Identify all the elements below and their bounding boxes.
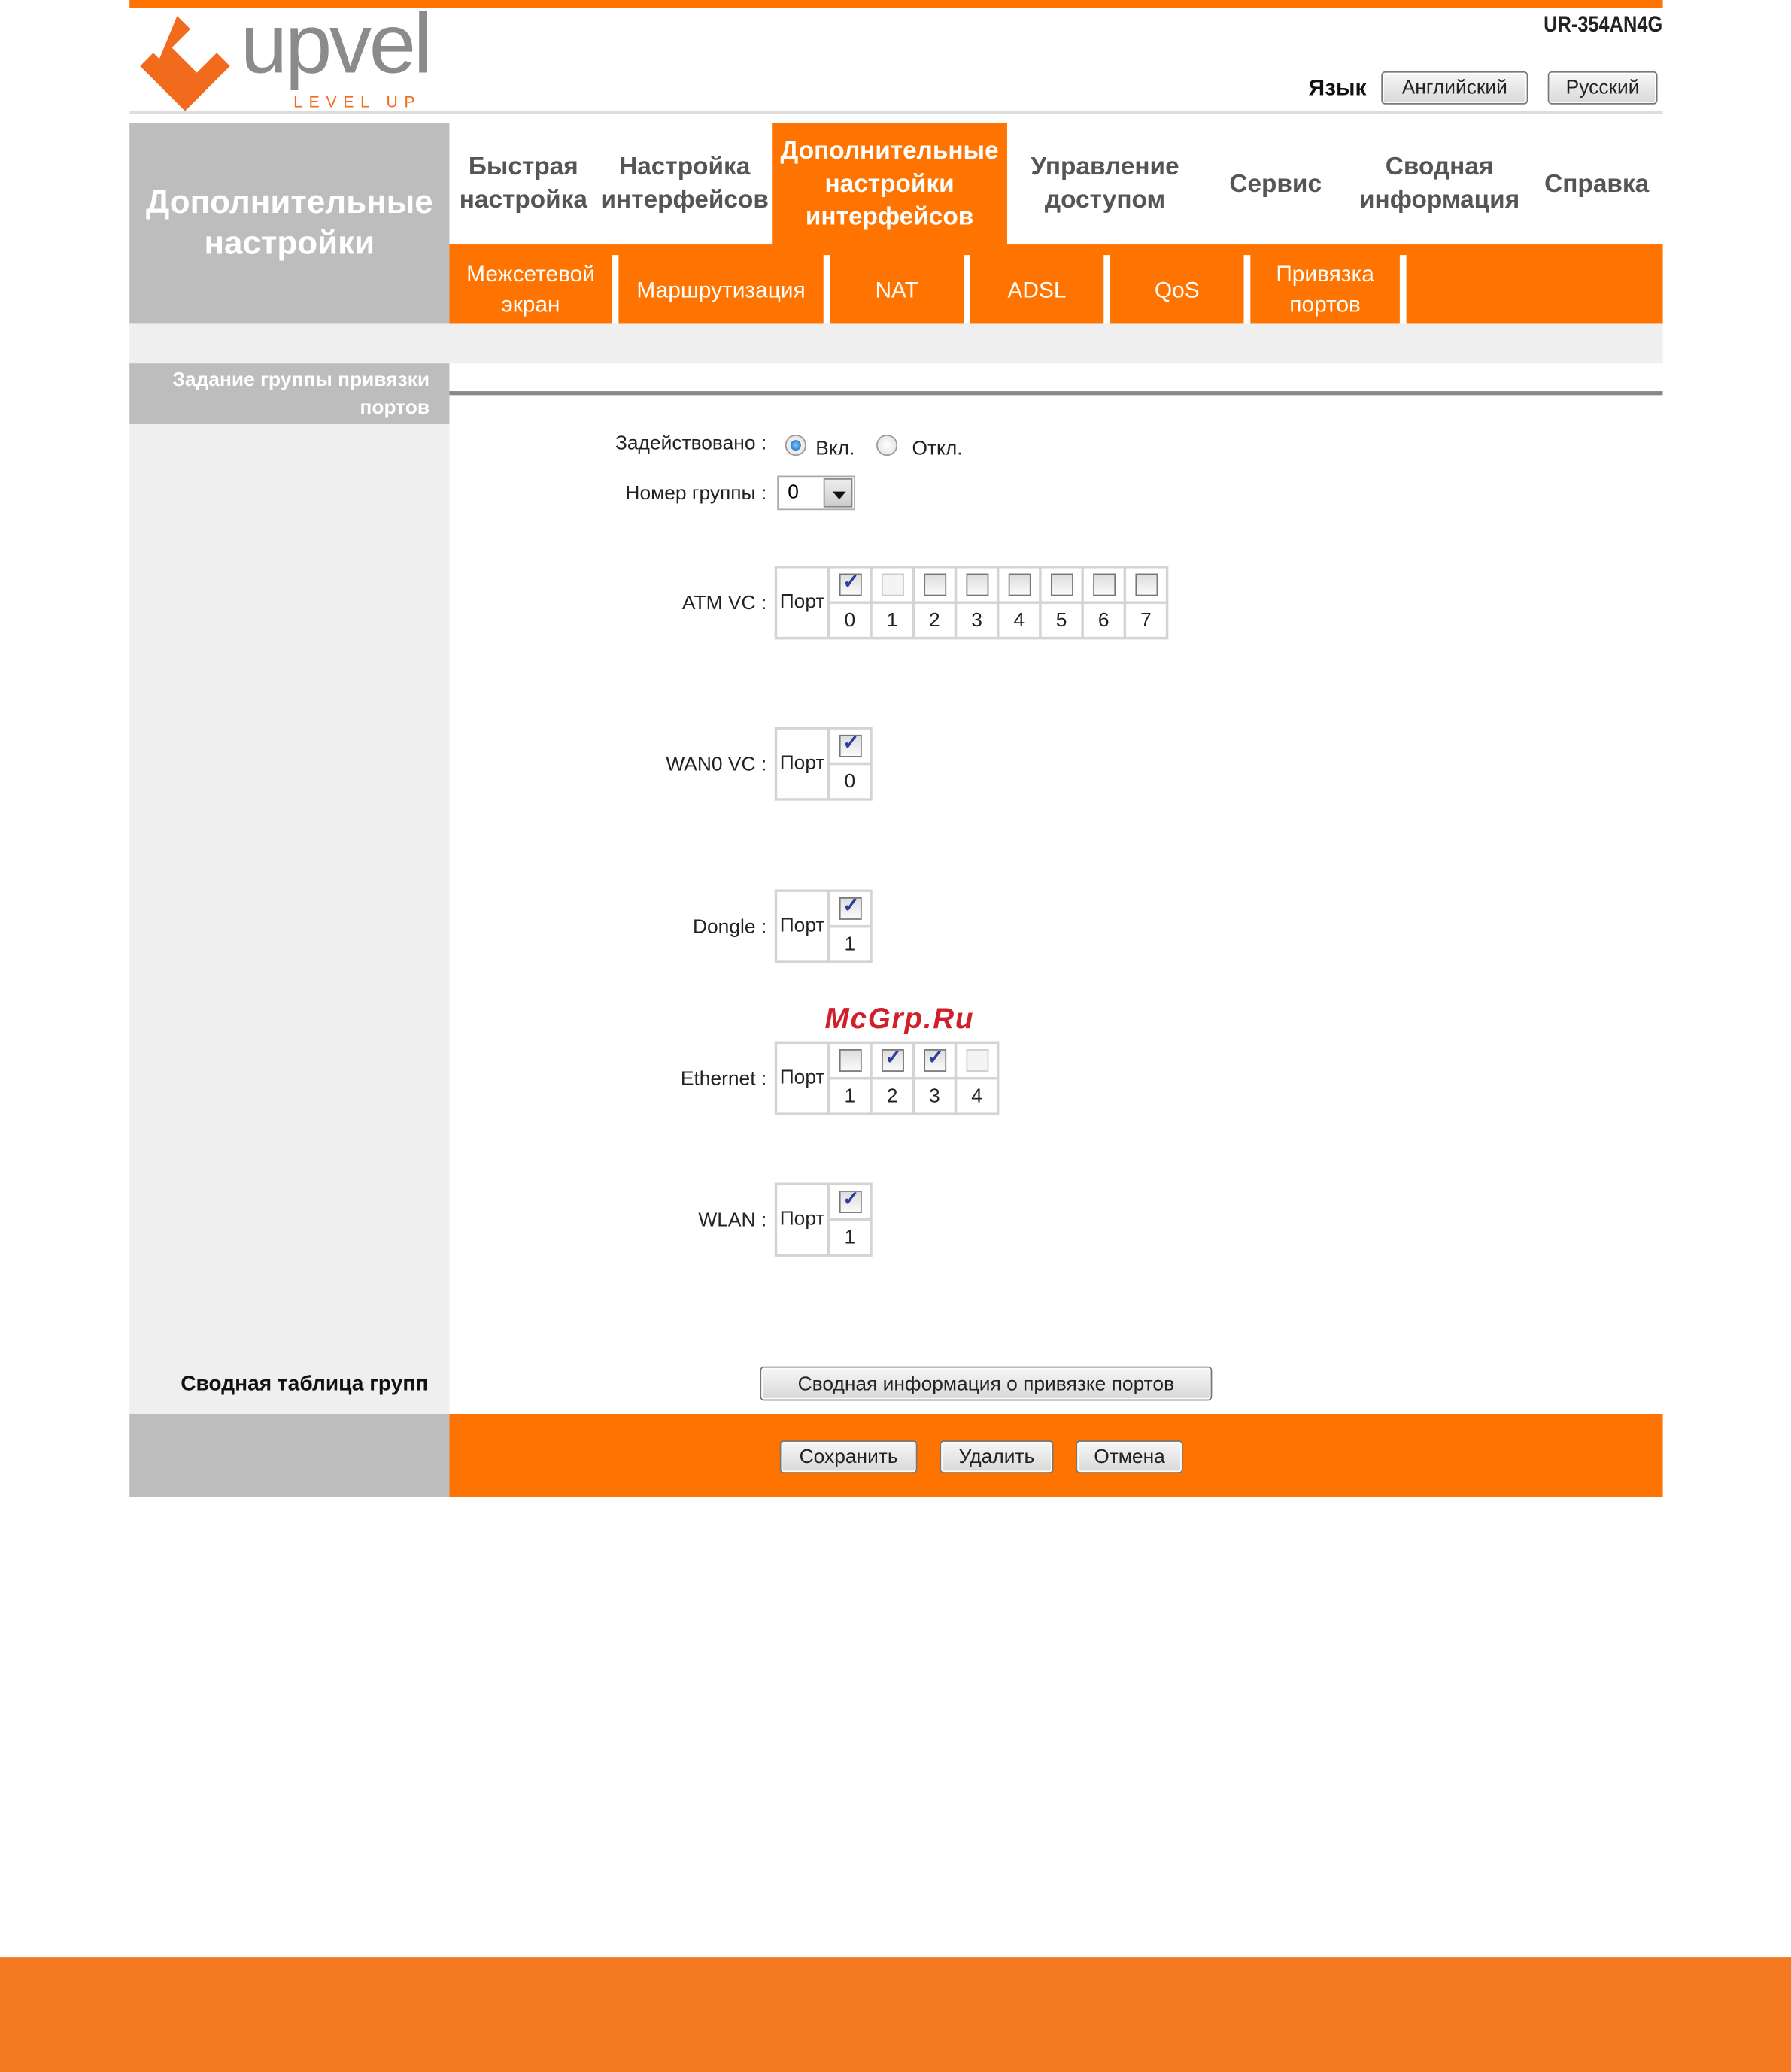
port-checkbox[interactable] bbox=[966, 1049, 988, 1072]
port-checkbox[interactable] bbox=[1008, 574, 1031, 596]
main-menu bbox=[449, 123, 1662, 244]
menu-item[interactable]: Дополнительные настройки интерфейсов bbox=[772, 123, 1007, 244]
port-checkbox[interactable] bbox=[923, 1049, 946, 1072]
save-button[interactable]: Сохранить bbox=[780, 1440, 918, 1473]
port-checkbox-cell bbox=[830, 1185, 870, 1218]
port-number: 0 bbox=[830, 765, 870, 798]
port-checkbox-cell bbox=[957, 569, 997, 602]
port-checkbox-cell bbox=[957, 1044, 997, 1077]
submenu-item[interactable]: Межсетевой экран bbox=[449, 255, 618, 323]
delete-button[interactable]: Удалить bbox=[940, 1440, 1053, 1473]
submenu-item[interactable]: QoS bbox=[1110, 255, 1250, 323]
language-label: Язык bbox=[1308, 75, 1367, 101]
port-binding-summary-button[interactable]: Сводная информация о привязке портов bbox=[760, 1367, 1212, 1401]
bottom-left-block bbox=[129, 1414, 449, 1497]
action-bar bbox=[449, 1414, 1662, 1497]
page-title: Задание группы привязки портов bbox=[129, 363, 449, 424]
port-number: 6 bbox=[1084, 604, 1124, 637]
submenu bbox=[449, 244, 1662, 323]
port-checkbox[interactable] bbox=[839, 897, 861, 920]
port-checkbox-cell bbox=[1084, 569, 1124, 602]
enabled-off-label: Откл. bbox=[912, 437, 963, 460]
port-group-label: ATM VC : bbox=[681, 592, 767, 615]
port-number: 4 bbox=[999, 604, 1039, 637]
group-number-label: Номер группы : bbox=[625, 482, 767, 505]
port-number: 1 bbox=[873, 604, 912, 637]
port-checkbox[interactable] bbox=[923, 574, 946, 596]
title-divider bbox=[449, 391, 1662, 395]
port-checkbox[interactable] bbox=[839, 574, 861, 596]
port-number: 0 bbox=[830, 604, 870, 637]
lang-russian-button[interactable]: Русский bbox=[1548, 71, 1658, 105]
port-checkbox-cell bbox=[1126, 569, 1166, 602]
menu-item[interactable]: Настройка интерфейсов bbox=[600, 153, 769, 214]
port-table bbox=[775, 889, 873, 963]
submenu-item[interactable]: Привязка портов bbox=[1250, 255, 1406, 323]
port-number: 5 bbox=[1042, 604, 1082, 637]
port-checkbox-cell bbox=[915, 1044, 955, 1077]
port-checkbox-cell bbox=[873, 1044, 912, 1077]
port-number: 2 bbox=[873, 1079, 912, 1112]
port-number: 1 bbox=[830, 1079, 870, 1112]
port-header: Порт bbox=[777, 1044, 827, 1112]
logo-tagline: LEVEL UP bbox=[293, 92, 422, 111]
chevron-down-icon[interactable] bbox=[824, 478, 853, 508]
menu-item[interactable]: Сводная информация bbox=[1359, 153, 1520, 214]
port-checkbox-cell bbox=[873, 569, 912, 602]
port-checkbox-cell bbox=[999, 569, 1039, 602]
port-checkbox-cell bbox=[915, 569, 955, 602]
port-number: 3 bbox=[957, 604, 997, 637]
port-checkbox-cell bbox=[1042, 569, 1082, 602]
spacer-band bbox=[129, 323, 1662, 363]
summary-label: Сводная таблица групп bbox=[181, 1373, 429, 1396]
submenu-item[interactable]: NAT bbox=[830, 255, 970, 323]
upvel-logo bbox=[138, 0, 468, 114]
logo-text: upvel bbox=[240, 0, 430, 92]
port-checkbox-cell bbox=[830, 569, 870, 602]
port-checkbox[interactable] bbox=[1092, 574, 1115, 596]
lang-english-button[interactable]: Английский bbox=[1381, 71, 1528, 105]
group-number-value: 0 bbox=[788, 481, 799, 504]
port-number: 4 bbox=[957, 1079, 997, 1112]
port-table bbox=[775, 727, 873, 800]
port-checkbox[interactable] bbox=[839, 1191, 861, 1213]
port-header: Порт bbox=[777, 569, 827, 637]
port-checkbox[interactable] bbox=[1135, 574, 1158, 596]
port-number: 1 bbox=[830, 1221, 870, 1254]
section-heading: Дополнительные настройки bbox=[129, 123, 449, 323]
port-number: 3 bbox=[915, 1079, 955, 1112]
port-header: Порт bbox=[777, 730, 827, 798]
port-header: Порт bbox=[777, 1185, 827, 1254]
group-number-select[interactable] bbox=[777, 476, 855, 511]
port-checkbox[interactable] bbox=[839, 1049, 861, 1072]
menu-item[interactable]: Сервис bbox=[1229, 169, 1322, 198]
port-table bbox=[775, 1042, 1000, 1115]
port-number: 7 bbox=[1126, 604, 1166, 637]
header-divider bbox=[129, 111, 1662, 114]
watermark: McGrp.Ru bbox=[824, 1001, 975, 1035]
port-checkbox[interactable] bbox=[966, 574, 988, 596]
menu-item[interactable]: Справка bbox=[1544, 169, 1650, 198]
port-checkbox[interactable] bbox=[881, 574, 903, 596]
port-table bbox=[775, 566, 1169, 639]
port-group-label: Ethernet : bbox=[680, 1067, 767, 1091]
port-table bbox=[775, 1183, 873, 1257]
port-group-label: Dongle : bbox=[692, 915, 767, 939]
port-checkbox[interactable] bbox=[881, 1049, 903, 1072]
enabled-label: Задействовано : bbox=[615, 432, 767, 455]
port-checkbox-cell bbox=[830, 730, 870, 763]
footer-band bbox=[0, 1957, 1791, 2072]
port-group-label: WLAN : bbox=[698, 1209, 767, 1232]
menu-item[interactable]: Быстрая настройка bbox=[459, 153, 587, 214]
port-number: 2 bbox=[915, 604, 955, 637]
port-checkbox[interactable] bbox=[839, 735, 861, 757]
submenu-item[interactable]: Маршрутизация bbox=[618, 255, 830, 323]
port-checkbox-cell bbox=[830, 1044, 870, 1077]
port-checkbox[interactable] bbox=[1050, 574, 1073, 596]
cancel-button[interactable]: Отмена bbox=[1076, 1440, 1182, 1473]
submenu-item[interactable]: ADSL bbox=[970, 255, 1110, 323]
enabled-on-radio[interactable] bbox=[785, 435, 806, 456]
port-checkbox-cell bbox=[830, 892, 870, 925]
enabled-on-label: Вкл. bbox=[815, 437, 855, 460]
port-group-label: WAN0 VC : bbox=[666, 753, 767, 776]
model-name: UR-354AN4G bbox=[1544, 11, 1663, 38]
port-number: 1 bbox=[830, 927, 870, 960]
enabled-off-radio[interactable] bbox=[876, 435, 897, 456]
menu-item[interactable]: Управление доступом bbox=[1031, 153, 1179, 214]
port-header: Порт bbox=[777, 892, 827, 960]
